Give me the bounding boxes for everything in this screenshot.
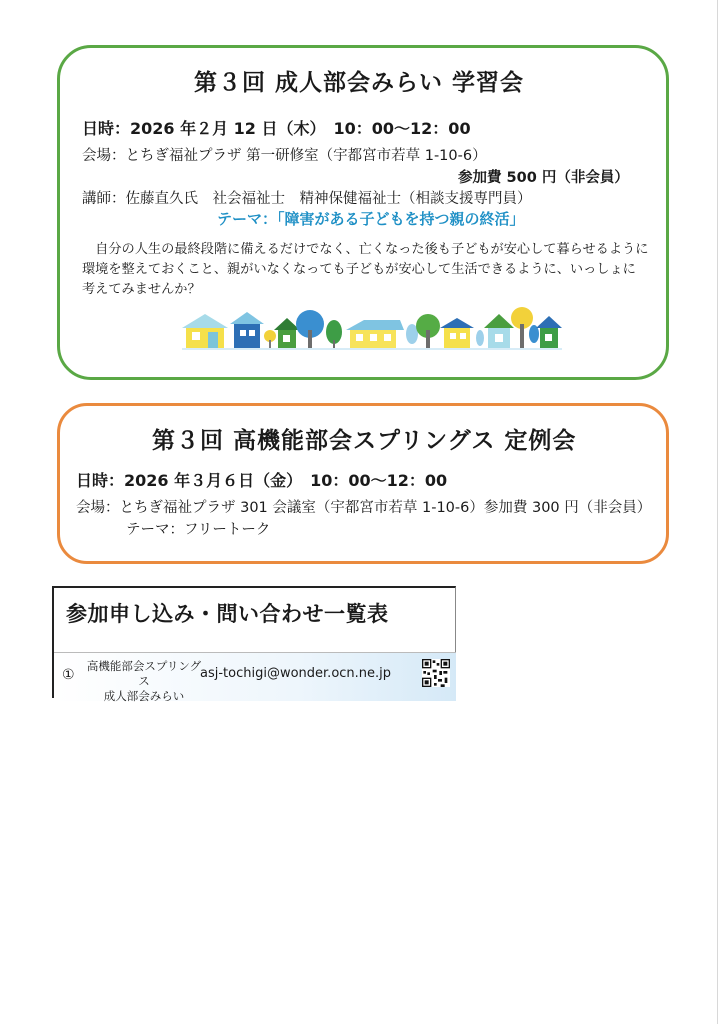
event2-theme: テーマ：フリートーク — [126, 522, 271, 538]
inquiry-table — [52, 586, 456, 703]
houses-illustration — [182, 300, 562, 354]
row-organization — [84, 659, 204, 704]
org-line1: 高機能部会スプリングス — [86, 659, 202, 688]
org-line2: 成人部会みらい — [103, 689, 185, 703]
event2-title: 第３回 高機能部会スプリングス 定例会 — [152, 428, 577, 454]
page-edge — [717, 0, 718, 1024]
row-email-link[interactable]: asj-tochigi@wonder.ocn.ne.jp — [200, 666, 392, 681]
event1-fee: 参加費 500 円（非会員） — [458, 170, 629, 186]
event2-venue: 会場：とちぎ福祉プラザ 301 会議室（宇都宮市若草 1-10-6）参加費 300 円（非会員） — [76, 500, 652, 516]
event1-theme: テーマ：「障害がある子どもを持つ親の終活」 — [217, 210, 525, 228]
event2-datetime: 日時：2026 年３月６日（金） 10：00～12：00 — [76, 471, 448, 490]
event1-desc-line2: 環境を整えておくこと、親がいなくなっても子どもが安心して生活できるように、いっしょに — [82, 262, 636, 277]
event1-venue: 会場：とちぎ福祉プラザ 第一研修室（宇都宮市若草 1-10-6） — [82, 148, 487, 164]
event1-title: 第３回 成人部会みらい 学習会 — [194, 70, 525, 96]
event1-desc-line3: 考えてみませんか？ — [82, 282, 201, 297]
inquiry-title: 参加申し込み・問い合わせ一覧表 — [66, 602, 389, 626]
row-number: ① — [62, 667, 75, 683]
event1-datetime: 日時：2026 年２月 12 日（木） 10：00～12：00 — [82, 119, 471, 138]
event1-desc-line1: 自分の人生の最終段階に備えるだけでなく、亡くなった後も子どもが安心して暮らせるように — [82, 242, 649, 257]
event1-lecturer: 講師：佐藤直久氏 社会福祉士 精神保健福祉士（相談支援専門員） — [82, 191, 532, 207]
qr-code-icon[interactable] — [422, 659, 450, 687]
event2-box — [57, 403, 669, 564]
table-row — [54, 652, 456, 701]
